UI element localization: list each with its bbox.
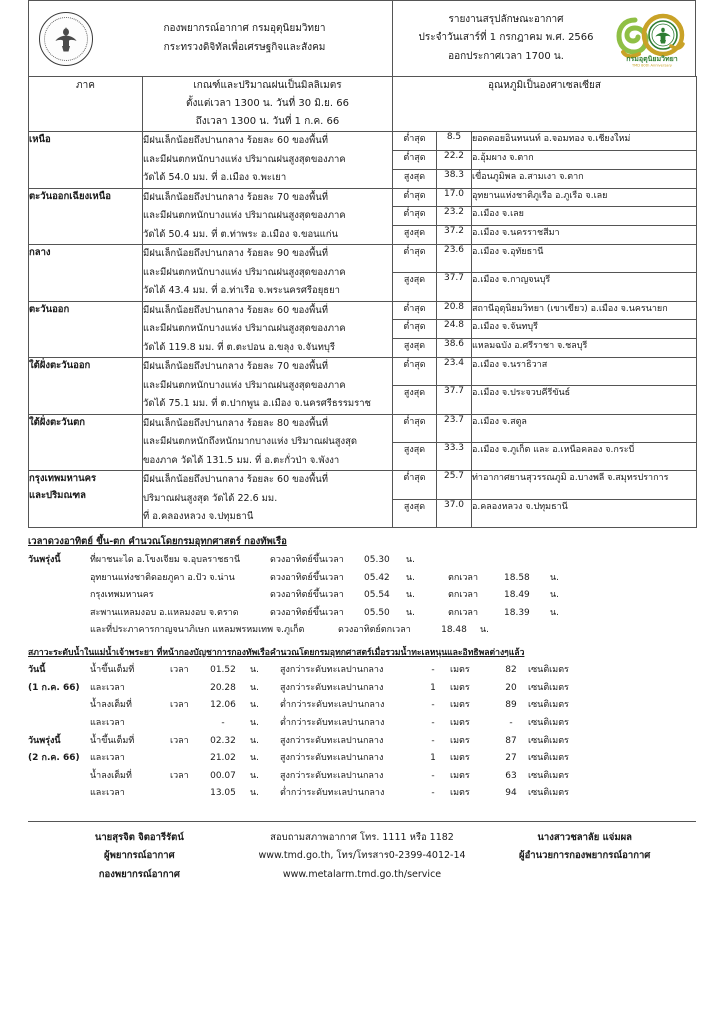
sun-location: กรุงเทพมหานคร [90,590,154,601]
temp-value-cell: 23.4 [437,358,472,386]
svg-text:กรมอุตุนิยมวิทยา: กรมอุตุนิยมวิทยา [626,54,678,63]
tide-event-label: น้ำลงเต็มที่ [90,700,132,711]
tide-centimeters-unit: เซนติเมตร [528,770,569,781]
tide-day-label: (1 ก.ค. 66) [28,682,80,693]
tide-meters-value: - [431,700,435,711]
sunset-label: ตกเวลา [448,590,478,601]
sunset-label: ตกเวลา [448,607,478,618]
sunrise-row [28,605,696,623]
tide-time-value: 02.32 [210,735,236,746]
tide-day-label: วันนี้ [28,665,46,676]
tide-time-unit: น. [250,682,260,693]
tide-meters-value: - [431,788,435,799]
temp-kind-cell: ต่ำสุด [393,245,437,273]
sun-rows-container [28,552,696,640]
tide-row [28,750,696,768]
rainfall-line-1: มีฝนเล็กน้อยถึงปานกลาง ร้อยละ 60 ของพื้นที่ [143,304,329,316]
tide-row [28,768,696,786]
table-header-row [29,77,697,132]
table-row [29,132,697,151]
tide-time-value: 20.28 [210,682,236,693]
temp-kind-cell: ต่ำสุด [393,414,437,442]
temp-value-cell: 38.6 [437,339,472,358]
table-row [29,188,697,207]
tide-event-label: และเวลา [90,682,125,693]
table-row [29,414,697,442]
sunset-unit: น. [550,607,560,618]
tide-time-value: 01.52 [210,665,236,676]
sunset-unit: น. [550,572,560,583]
sunrise-time: 05.42 [364,572,390,583]
temp-location-cell: อ.เมือง จ.ภูเก็ต และ อ.เหนือคลอง จ.กระบี่ [472,443,697,471]
sunset-label: ดวงอาทิตย์ตกเวลา [338,625,411,636]
svg-text:TMD 80th Anniversary: TMD 80th Anniversary [631,63,673,67]
rain-header-line-2: ตั้งแต่เวลา 1300 น. วันที่ 30 มิ.ย. 66 [186,98,349,109]
footer-contact-line-3: www.metalarm.tmd.go.th/service [282,868,442,880]
report-line-2: ประจำวันเสาร์ที่ 1 กรกฎาคม พ.ศ. 2566 [418,32,594,44]
temp-kind-cell: ต่ำสุด [393,358,437,386]
tide-meters-value: 1 [430,682,436,693]
tide-row [28,785,696,803]
temp-value-cell: 37.0 [437,499,472,527]
tide-meters-unit: เมตร [450,788,470,799]
table-row [29,245,697,273]
tide-relation-label: ต่ำกว่าระดับทะเลปานกลาง [280,700,385,711]
temp-location-cell: อ.เมือง จ.กาญจนบุรี [472,273,697,301]
rainfall-line-2: และมีฝนตกหนักบางแห่ง ปริมาณฝนสูงสุดของภาค [143,210,346,222]
rainfall-line-2: และมีฝนตกหนักบางแห่ง ปริมาณฝนสูงสุดของภาค [143,379,346,391]
region-cell: เหนือ [29,132,143,189]
tide-event-label: และเวลา [90,753,125,764]
rain-header-line-1: เกณฑ์และปริมาณฝนเป็นมิลลิเมตร [193,80,342,91]
temp-value-cell: 23.2 [437,207,472,226]
tide-time-value: 21.02 [210,753,236,764]
footer-forecaster-block [28,829,251,885]
sunrise-unit: น. [406,572,416,583]
tide-time-word: เวลา [170,770,189,781]
temp-value-cell: 33.3 [437,443,472,471]
rainfall-line-3: วัดได้ 119.8 มม. ที่ ต.ตะปอน อ.ขลุง จ.จันทบุรี [143,341,335,353]
footer-forecaster-line-1: นายสุรจิต จิตอารีรัตน์ [94,831,184,843]
temp-value-cell: 8.5 [437,132,472,151]
table-head [29,77,697,132]
temp-location-cell: อ.เมือง จ.สตูล [472,414,697,442]
temp-kind-cell: ต่ำสุด [393,188,437,207]
tide-meters-value: - [431,665,435,676]
tide-centimeters-value: 82 [505,665,517,676]
sunset-time: 18.39 [504,607,530,618]
tide-row [28,662,696,680]
temp-value-cell: 24.8 [437,320,472,339]
tide-time-unit: น. [250,735,260,746]
temp-location-cell: อ.เมือง จ.ประจวบคีรีขันธ์ [472,386,697,414]
tide-time-unit: น. [250,770,260,781]
tide-row [28,697,696,715]
temp-value-cell: 37.2 [437,226,472,245]
tide-rows-container [28,662,696,802]
table-row [29,471,697,499]
tide-meters-unit: เมตร [450,753,470,764]
tide-meters-unit: เมตร [450,682,470,693]
tide-centimeters-value: 89 [505,700,517,711]
sun-location: ที่ผาชนะได อ.โขงเจียม จ.อุบลราชธานี [90,554,241,565]
temp-location-cell: สถานีอุตุนิยมวิทยา (เขาเขียว) อ.เมือง จ.นครนายก [472,301,697,320]
sunset-time: 18.58 [504,572,530,583]
tide-time-word: เวลา [170,700,189,711]
temp-value-cell: 25.7 [437,471,472,499]
sunrise-row [28,570,696,588]
sunrise-label: ดวงอาทิตย์ขึ้นเวลา [270,590,344,601]
tide-relation-label: สูงกว่าระดับทะเลปานกลาง [280,735,384,746]
seal-container [29,12,103,66]
rainfall-line-2: ปริมาณฝนสูงสุด วัดได้ 22.6 มม. [143,492,278,504]
temp-location-cell: อุทยานแห่งชาติภูเรือ อ.ภูเรือ จ.เลย [472,188,697,207]
org-line-2: กระทรวงดิจิทัลเพื่อเศรษฐกิจและสังคม [163,41,326,53]
sunset-time: 18.49 [504,590,530,601]
temp-location-cell: อ.เมือง จ.อุทัยธานี [472,245,697,273]
rainfall-line-1: มีฝนเล็กน้อยถึงปานกลาง ร้อยละ 60 ของพื้นที่ [143,135,329,146]
tide-centimeters-unit: เซนติเมตร [528,682,569,693]
temp-location-cell: อ.เมือง จ.นครราชสีมา [472,226,697,245]
tide-centimeters-value: 87 [505,735,517,746]
temp-kind-cell: สูงสุด [393,273,437,301]
tide-centimeters-unit: เซนติเมตร [528,788,569,799]
sunset-unit: น. [480,625,490,636]
tide-centimeters-value: 20 [505,682,517,693]
sunrise-time: 05.30 [364,554,390,565]
footer-contact-line-2: www.tmd.go.th, โทร/โทรสาร0-2399-4012-14 [258,850,466,862]
header-right-block [393,1,695,76]
tide-time-word: เวลา [170,735,189,746]
temp-location-cell: ท่าอากาศยานสุวรรณภูมิ อ.บางพลี จ.สมุทรปราการ [472,471,697,499]
temp-value-cell: 23.6 [437,245,472,273]
footer-forecaster-line-2: ผู้พยากรณ์อากาศ [104,850,175,862]
report-header [28,0,696,76]
rainfall-cell [143,358,393,415]
sunrise-time: 05.54 [364,590,390,601]
temp-value-cell: 20.8 [437,301,472,320]
tide-relation-label: สูงกว่าระดับทะเลปานกลาง [280,665,384,676]
temp-location-cell: อ.เมือง จ.นราธิวาส [472,358,697,386]
region-cell: ตะวันออก [29,301,143,358]
tmd-80th-anniversary-logo [615,10,689,68]
tide-time-unit: น. [250,753,260,764]
report-title [393,11,609,67]
temp-kind-cell: สูงสุด [393,169,437,188]
rainfall-cell [143,471,393,528]
tide-event-label: และเวลา [90,788,125,799]
col-header-rainfall [143,77,393,132]
temp-location-cell: อ.อุ้มผาง จ.ตาก [472,150,697,169]
temp-value-cell: 37.7 [437,386,472,414]
tide-centimeters-value: 94 [505,788,517,799]
tide-event-label: น้ำขึ้นเต็มที่ [90,735,135,746]
tide-event-label: และเวลา [90,717,125,728]
region-cell [29,471,143,528]
organization-title [103,20,392,57]
temp-location-cell: อ.เมือง จ.จันทบุรี [472,320,697,339]
region-name-line-1: กรุงเทพมหานคร [29,473,97,485]
tide-section-title: สภาวะระดับน้ำในแม่น้ำเจ้าพระยา ที่หน้ากองบัญชาการกองทัพเรือคำนวณโดยกรมอุทกศาสตร์เมื่อรวมน้ำทะเลหนุนและอิทธิพลต่างๆแล้ว [28,647,525,658]
footer-director-line-2: ผู้อำนวยการกองพยากรณ์อากาศ [519,850,651,862]
tide-relation-label: สูงกว่าระดับทะเลปานกลาง [280,682,384,693]
temp-kind-cell: ต่ำสุด [393,471,437,499]
sunrise-unit: น. [406,590,416,601]
tide-row [28,733,696,751]
tide-time-unit: น. [250,788,260,799]
region-cell: ใต้ฝั่งตะวันออก [29,358,143,415]
rainfall-line-3: ของภาค วัดได้ 131.5 มม. ที่ อ.ตะกั่วป่า จ.พังงา [143,454,340,466]
rainfall-line-2: และมีฝนตกหนักบางแห่ง ปริมาณฝนสูงสุดของภาค [143,323,346,335]
sunrise-label: ดวงอาทิตย์ขึ้นเวลา [270,607,344,618]
rainfall-line-1: มีฝนเล็กน้อยถึงปานกลาง ร้อยละ 90 ของพื้นที่ [143,248,329,260]
sunset-only-row [28,622,696,640]
tide-centimeters-unit: เซนติเมตร [528,665,569,676]
tide-centimeters-value: 63 [505,770,517,781]
tide-centimeters-unit: เซนติเมตร [528,735,569,746]
sunrise-unit: น. [406,607,416,618]
footer-contact-block [251,829,474,885]
temp-location-cell: อ.เมือง จ.เลย [472,207,697,226]
temp-value-cell: 37.7 [437,273,472,301]
tide-centimeters-value: 27 [505,753,517,764]
table-body [29,132,697,528]
sunrise-row [28,552,696,570]
rainfall-line-3: วัดได้ 50.4 มม. ที่ ต.ท่าพระ อ.เมือง จ.ขอนแก่น [143,228,339,240]
sunrise-unit: น. [406,554,416,565]
rainfall-line-2: และมีฝนตกหนักบางแห่ง ปริมาณฝนสูงสุดของภาค [143,153,346,165]
tide-centimeters-unit: เซนติเมตร [528,700,569,711]
col-header-temperature: อุณหภูมิเป็นองศาเซลเซียส [393,77,697,132]
tide-centimeters-unit: เซนติเมตร [528,717,569,728]
tide-event-label: น้ำขึ้นเต็มที่ [90,665,135,676]
tide-time-unit: น. [250,700,260,711]
rainfall-line-3: วัดได้ 54.0 มม. ที่ อ.เมือง จ.พะเยา [143,172,287,184]
rainfall-cell [143,132,393,189]
sunrise-label: ดวงอาทิตย์ขึ้นเวลา [270,572,344,583]
sunset-unit: น. [550,590,560,601]
sunset-time: 18.48 [441,625,467,636]
tide-day-label: (2 ก.ค. 66) [28,753,80,764]
tide-centimeters-unit: เซนติเมตร [528,753,569,764]
sunrise-row [28,587,696,605]
tide-time-unit: น. [250,717,260,728]
tide-event-label: น้ำลงเต็มที่ [90,770,132,781]
tide-meters-unit: เมตร [450,735,470,746]
temp-kind-cell: สูงสุด [393,226,437,245]
rainfall-cell [143,414,393,471]
footer-forecaster-line-3: กองพยากรณ์อากาศ [98,868,180,880]
tide-meters-unit: เมตร [450,665,470,676]
tide-centimeters-value: - [509,717,513,728]
tide-time-value: - [221,717,225,728]
rainfall-line-2: และมีฝนตกหนักบางแห่ง ปริมาณฝนสูงสุดของภาค [143,266,346,278]
table-row [29,301,697,320]
rainfall-cell [143,301,393,358]
temp-kind-cell: ต่ำสุด [393,132,437,151]
table-row [29,358,697,386]
sunset-label: ตกเวลา [448,572,478,583]
tide-row [28,680,696,698]
tide-meters-value: - [431,717,435,728]
sun-section-title: เวลาดวงอาทิตย์ ขึ้น-ตก คำนวณโดยกรมอุทกศาสตร์ กองทัพเรือ [28,535,287,547]
footer-director-line-1: นางสาวชลาลัย แจ่มผล [537,831,632,843]
rainfall-cell [143,188,393,245]
temp-location-cell: ยอดดอยอินทนนท์ อ.จอมทอง จ.เชียงใหม่ [472,132,697,151]
temp-kind-cell: ต่ำสุด [393,150,437,169]
header-left-block [29,1,393,76]
report-footer [28,822,696,885]
tide-relation-label: ต่ำกว่าระดับทะเลปานกลาง [280,788,385,799]
rainfall-line-1: มีฝนเล็กน้อยถึงปานกลาง ร้อยละ 60 ของพื้นที่ [143,474,329,486]
rainfall-line-3: วัดได้ 75.1 มม. ที่ ต.ปากพูน อ.เมือง จ.นครศรีธรรมราช [143,398,371,410]
tide-time-word: เวลา [170,665,189,676]
tide-relation-label: ต่ำกว่าระดับทะเลปานกลาง [280,717,385,728]
tide-meters-unit: เมตร [450,717,470,728]
temp-value-cell: 17.0 [437,188,472,207]
region-name-line-2: และปริมณฑล [29,489,86,501]
temp-kind-cell: ต่ำสุด [393,207,437,226]
sunrise-label: ดวงอาทิตย์ขึ้นเวลา [270,554,344,565]
tide-time-value: 12.06 [210,700,236,711]
rainfall-line-3: ที่ อ.คลองหลวง จ.ปทุมธานี [143,511,254,523]
rain-header-line-3: ถึงเวลา 1300 น. วันที่ 1 ก.ค. 66 [195,116,340,127]
weather-summary-table [28,76,697,528]
tide-time-value: 00.07 [210,770,236,781]
temp-kind-cell: ต่ำสุด [393,301,437,320]
region-cell: ตะวันออกเฉียงเหนือ [29,188,143,245]
footer-director-block [473,829,696,885]
tide-meters-unit: เมตร [450,700,470,711]
sun-location: สะพานแหลมงอบ อ.แหลมงอบ จ.ตราด [90,607,239,618]
tide-meters-unit: เมตร [450,770,470,781]
rainfall-line-1: มีฝนเล็กน้อยถึงปานกลาง ร้อยละ 70 ของพื้นที่ [143,191,329,203]
anniversary-container [609,10,695,68]
rainfall-line-1: มีฝนเล็กน้อยถึงปานกลาง ร้อยละ 70 ของพื้นที่ [143,361,329,373]
temp-location-cell: แหลมฉบัง อ.ศรีราชา จ.ชลบุรี [472,339,697,358]
tide-meters-value: 1 [430,753,436,764]
tide-time-value: 13.05 [210,788,236,799]
temp-kind-cell: สูงสุด [393,443,437,471]
tide-relation-label: สูงกว่าระดับทะเลปานกลาง [280,753,384,764]
temp-kind-cell: สูงสุด [393,339,437,358]
tide-day-label: วันพรุ่งนี้ [28,735,61,746]
org-line-1: กองพยากรณ์อากาศ กรมอุตุนิยมวิทยา [163,23,326,34]
report-line-1: รายงานสรุปลักษณะอากาศ [448,13,564,25]
temp-value-cell: 38.3 [437,169,472,188]
tide-row [28,715,696,733]
report-line-3: ออกประกาศเวลา 1700 น. [448,50,564,62]
temp-location-cell: อ.คลองหลวง จ.ปทุมธานี [472,499,697,527]
temp-location-cell: เขื่อนภูมิพล อ.สามเงา จ.ตาก [472,169,697,188]
temp-kind-cell: ต่ำสุด [393,320,437,339]
tide-relation-label: สูงกว่าระดับทะเลปานกลาง [280,770,384,781]
sun-day-label: วันพรุ่งนี้ [28,554,61,565]
rainfall-line-2: และมีฝนตกหนักถึงหนักมากบางแห่ง ปริมาณฝนสูงสุด [143,436,358,448]
temp-kind-cell: สูงสุด [393,386,437,414]
rainfall-line-3: วัดได้ 43.4 มม. ที่ อ.ท่าเรือ จ.พระนครศรีอยุธยา [143,285,340,297]
region-cell: ใต้ฝั่งตะวันตก [29,414,143,471]
footer-contact-line-1: สอบถามสภาพอากาศ โทร. 1111 หรือ 1182 [270,831,454,843]
garuda-seal-icon [39,12,93,66]
tide-meters-value: - [431,735,435,746]
col-header-region: ภาค [29,77,143,132]
report-page [28,0,696,1024]
tide-time-unit: น. [250,665,260,676]
tide-meters-value: - [431,770,435,781]
temp-value-cell: 22.2 [437,150,472,169]
sunrise-time: 05.50 [364,607,390,618]
rainfall-line-1: มีฝนเล็กน้อยถึงปานกลาง ร้อยละ 80 ของพื้นที่ [143,417,329,429]
rainfall-cell [143,245,393,302]
sun-location: อุทยานแห่งชาติดอยภูคา อ.ปัว จ.น่าน [90,572,235,583]
temp-value-cell: 23.7 [437,414,472,442]
temp-kind-cell: สูงสุด [393,499,437,527]
sun-location: และที่ประภาคารกาญจนาภิเษก แหลมพรหมเทพ จ.ภูเก็ต [90,625,305,636]
region-cell: กลาง [29,245,143,302]
